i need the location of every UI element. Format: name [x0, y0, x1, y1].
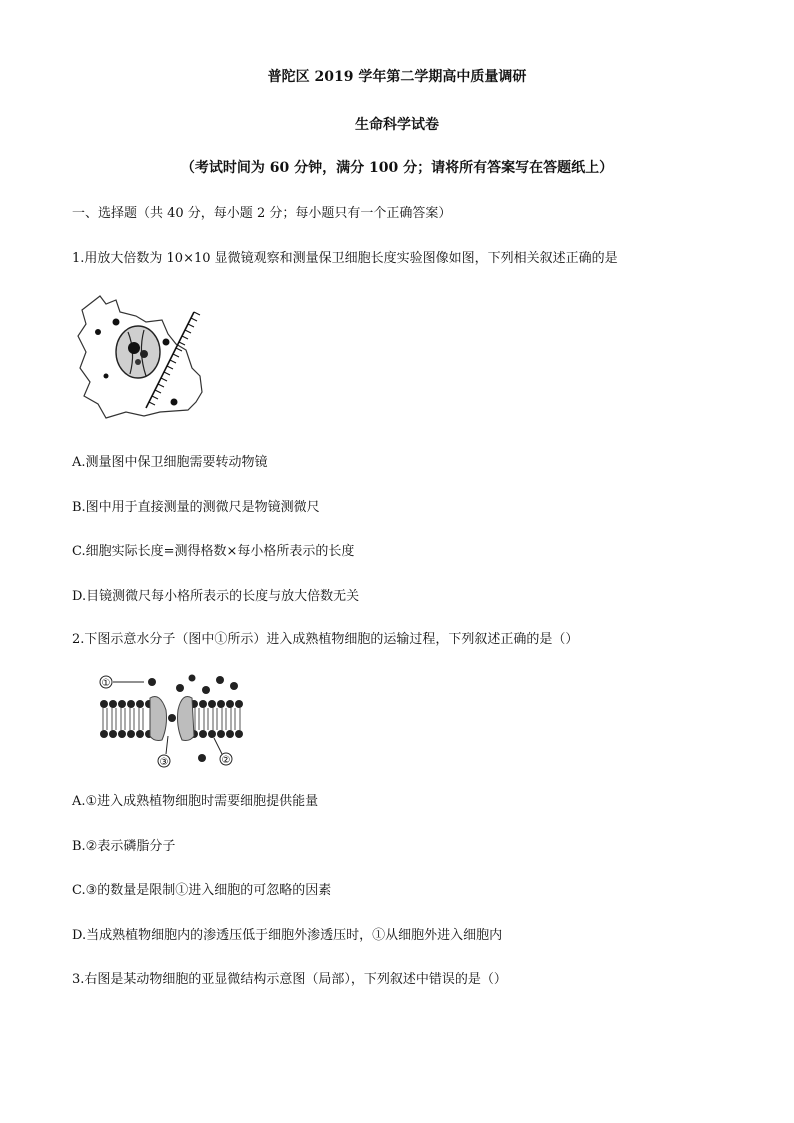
page-title: 普陀区 2019 学年第二学期高中质量调研 [267, 69, 527, 85]
question-3-stem: 3.右图是某动物细胞的亚显微结构示意图（局部），下列叙述中错误的是（） [72, 972, 507, 987]
question-1-stem: 1.用放大倍数为 10×10 显微镜观察和测量保卫细胞长度实验图像如图，下列相关叙述正确的是 [72, 251, 618, 266]
figure-label-2: ② [221, 755, 231, 766]
figure-label-3: ③ [159, 757, 169, 768]
page-subtitle: 生命科学试卷 [355, 117, 439, 133]
section-heading: 一、选择题（共 40 分，每小题 2 分；每小题只有一个正确答案） [72, 206, 452, 221]
question-1-option-d: D.目镜测微尺每小格所表示的长度与放大倍数无关 [72, 589, 360, 604]
channel-protein [150, 697, 167, 741]
question-2-option-c: C.③的数量是限制①进入细胞的可忽略的因素 [72, 883, 332, 898]
question-1-option-c: C.细胞实际长度=测得格数×每小格所表示的长度 [72, 544, 355, 559]
question-1-option-b: B.图中用于直接测量的测微尺是物镜测微尺 [72, 500, 320, 515]
question-2-option-b: B.②表示磷脂分子 [72, 839, 176, 854]
question-2-stem: 2.下图示意水分子（图中①所示）进入成熟植物细胞的运输过程，下列叙述正确的是（） [72, 632, 579, 647]
question-1-option-a: A.测量图中保卫细胞需要转动物镜 [72, 455, 268, 470]
figure-label-1: ① [101, 678, 111, 689]
exam-note: （考试时间为 60 分钟，满分 100 分；请将所有答案写在答题纸上） [180, 160, 614, 176]
question-2-option-a: A.①进入成熟植物细胞时需要细胞提供能量 [72, 794, 319, 809]
membrane-channel-figure [98, 670, 248, 770]
question-2-option-d: D.当成熟植物细胞内的渗透压低于细胞外渗透压时，①从细胞外进入细胞内 [72, 928, 503, 943]
guard-cell-micrometer-figure [76, 292, 212, 422]
